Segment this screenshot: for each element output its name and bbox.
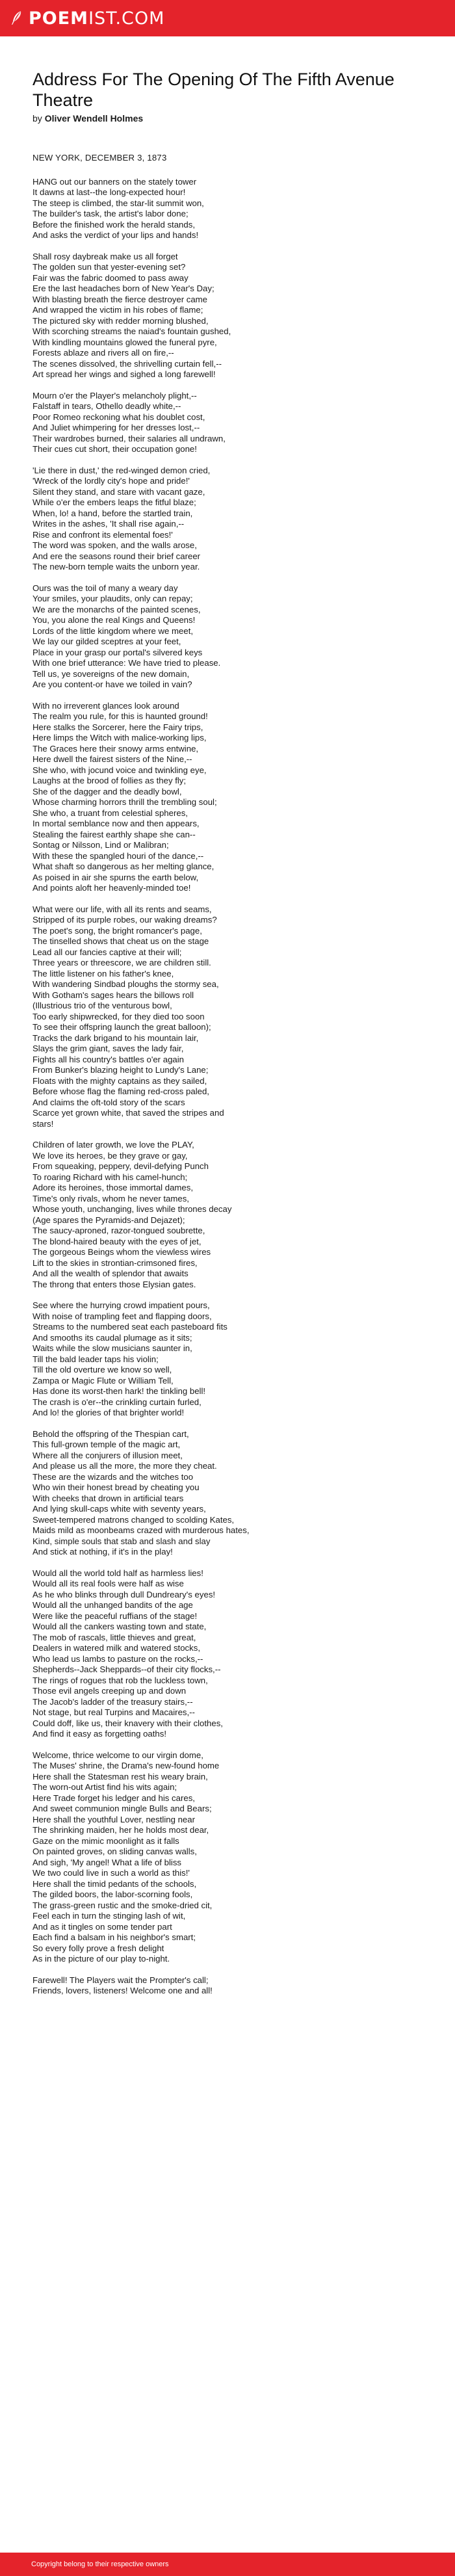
poem-line: We two could live in such a world as this!' bbox=[32, 1868, 190, 1878]
poem-line: With noise of trampling feet and flapping doors, bbox=[32, 1311, 212, 1321]
poem-line: Kind, simple souls that stab and slash and slay bbox=[32, 1536, 211, 1546]
poem-line: Would all the world told half as harmless lies! bbox=[32, 1568, 203, 1578]
poem-line: What were our life, with all its rents and seams, bbox=[32, 904, 212, 914]
poem-line: You, you alone the real Kings and Queens! bbox=[32, 615, 196, 625]
poem-line: The pictured sky with redder morning blushed, bbox=[32, 315, 209, 326]
stanza bbox=[32, 701, 422, 894]
poem-line: Would all the unhanged bandits of the age bbox=[32, 1600, 193, 1610]
poem-line: To roaring Richard with his camel-hunch; bbox=[32, 1172, 188, 1182]
poem-line: With no irreverent glances look around bbox=[32, 700, 179, 711]
poem-line: And claims the oft-told story of the scars bbox=[32, 1097, 185, 1107]
poem-line: stars! bbox=[32, 1118, 54, 1129]
poem-line: Poor Romeo reckoning what his doublet cost, bbox=[32, 412, 205, 422]
poem-line: And asks the verdict of your lips and hands! bbox=[32, 230, 199, 240]
poem-line: The saucy-aproned, razor-tongued soubrette, bbox=[32, 1226, 205, 1235]
site-logo[interactable] bbox=[10, 10, 164, 27]
main-content bbox=[0, 36, 455, 1997]
poem-line: The Muses' shrine, the Drama's new-found home bbox=[32, 1761, 220, 1770]
stanza bbox=[32, 391, 422, 455]
byline-prefix: by bbox=[32, 113, 45, 124]
poem-line: (Illustrious trio of the venturous bowl, bbox=[32, 1001, 172, 1010]
poem-line: And Juliet whimpering for her dresses lost,-- bbox=[32, 423, 200, 432]
site-logo-text bbox=[29, 10, 164, 27]
poem-line: 'Lie there in dust,' the red-winged demon cried, bbox=[32, 465, 211, 475]
poem-line: Floats with the mighty captains as they sailed, bbox=[32, 1075, 207, 1086]
poem-line: Tell us, ye sovereigns of the new domain, bbox=[32, 668, 190, 679]
poem-line: The blond-haired beauty with the eyes of jet, bbox=[32, 1236, 202, 1246]
poem-line: Friends, lovers, listeners! Welcome one and all! bbox=[32, 1986, 213, 1995]
poem-line: Rise and confront its elemental foes!' bbox=[32, 529, 173, 540]
poem-line: HANG out our banners on the stately tower bbox=[32, 176, 197, 187]
poem-line: Ours was the toil of many a weary day bbox=[32, 583, 178, 593]
poem-line: Before the finished work the herald stands, bbox=[32, 219, 195, 230]
poem-line: Were like the peaceful ruffians of the stage! bbox=[32, 1610, 198, 1621]
poem-line: The throng that enters those Elysian gates. bbox=[32, 1279, 196, 1289]
poem-line: Three years or threescore, we are children still. bbox=[32, 958, 211, 967]
stanza bbox=[32, 1140, 422, 1290]
poem-line: Maids mild as moonbeams crazed with murderous hates, bbox=[32, 1525, 250, 1535]
poem-line: Here shall the Statesman rest his weary brain, bbox=[32, 1771, 208, 1781]
poem-line: The grass-green rustic and the smoke-dried cit, bbox=[32, 1900, 213, 1910]
poem-line: Lords of the little kingdom where we meet, bbox=[32, 625, 194, 636]
poem-line: With kindling mountains glowed the funeral pyre, bbox=[32, 337, 217, 347]
site-footer bbox=[0, 2553, 455, 2576]
poem-line: Lead all our fancies captive at their will; bbox=[32, 947, 182, 957]
poem-line: As in the picture of our play to-night. bbox=[32, 1954, 170, 1964]
poem-line: And lying skull-caps white with seventy years, bbox=[32, 1504, 206, 1514]
poem-line: Here Trade forget his ledger and his cares, bbox=[32, 1793, 195, 1803]
poem-dateline: NEW YORK, DECEMBER 3, 1873 bbox=[32, 153, 167, 163]
poem-line: Welcome, thrice welcome to our virgin dome, bbox=[32, 1750, 203, 1760]
poem-line: Till the bald leader taps his violin; bbox=[32, 1354, 159, 1364]
poem-line: Here stalks the Sorcerer, here the Fairy trips, bbox=[32, 722, 203, 732]
poem-line: The rings of rogues that rob the luckless town, bbox=[32, 1675, 208, 1685]
poem-line: From Bunker's blazing height to Lundy's Lane; bbox=[32, 1065, 209, 1075]
poem-line: And sigh, 'My angel! What a life of bliss bbox=[32, 1857, 182, 1867]
poem-line: The Graces here their snowy arms entwine, bbox=[32, 743, 199, 754]
poem-line: Here limps the Witch with malice-working lips, bbox=[32, 733, 207, 743]
poem-line: These are the wizards and the witches too bbox=[32, 1471, 194, 1482]
poem-line: Those evil angels creeping up and down bbox=[32, 1686, 187, 1696]
poem-line: Writes in the ashes, 'It shall rise again,-- bbox=[32, 519, 185, 529]
poem-line: The worn-out Artist find his wits again; bbox=[32, 1782, 177, 1792]
poem-line: And find it easy as forgetting oaths! bbox=[32, 1729, 166, 1739]
poem-line: As poised in air she spurns the earth below, bbox=[32, 872, 199, 882]
poem-line: Here dwell the fairest sisters of the Nine,-- bbox=[32, 754, 192, 764]
stanza bbox=[32, 1568, 422, 1740]
poem-line: And smooths its caudal plumage as it sits; bbox=[32, 1332, 192, 1343]
poem-line: From squeaking, peppery, devil-defying Punch bbox=[32, 1161, 209, 1171]
logo-text-light: IST.COM bbox=[88, 8, 165, 29]
poem-line: Farewell! The Players wait the Prompter's call; bbox=[32, 1975, 209, 1985]
poem-line: And lo! the glories of that brighter world! bbox=[32, 1408, 185, 1417]
poem-line: Not stage, but real Turpins and Macaires,-- bbox=[32, 1707, 195, 1717]
poem-line: Could doff, like us, their knavery with their clothes, bbox=[32, 1718, 223, 1728]
poem-line: Tracks the dark brigand to his mountain lair, bbox=[32, 1032, 199, 1043]
stanza bbox=[32, 583, 422, 690]
poem-line: And points aloft her heavenly-minded toe! bbox=[32, 883, 191, 893]
stanza bbox=[32, 252, 422, 380]
poem-line: Sweet-tempered matrons changed to scolding Kates, bbox=[32, 1514, 235, 1525]
poem-line: And wrapped the victim in his robes of flame; bbox=[32, 305, 203, 315]
poem-line: With Gotham's sages hears the billows roll bbox=[32, 990, 194, 1000]
poem-line: Their cues cut short, their occupation gone! bbox=[32, 444, 197, 454]
poem-line: The steep is climbed, the star-lit summit won, bbox=[32, 198, 204, 208]
stanza bbox=[32, 466, 422, 573]
stanza bbox=[32, 1975, 422, 1997]
poem-line: Ere the last headaches born of New Year's Day; bbox=[32, 283, 214, 293]
poem-line: And stick at nothing, if it's in the play! bbox=[32, 1547, 173, 1557]
stanza bbox=[32, 177, 422, 241]
poem-line: So every folly prove a fresh delight bbox=[32, 1943, 164, 1953]
poem-line: (Age spares the Pyramids-and Dejazet); bbox=[32, 1215, 185, 1225]
poem-line: Falstaff in tears, Othello deadly white,-- bbox=[32, 401, 181, 411]
poem-line: Dealers in watered milk and watered stocks, bbox=[32, 1643, 200, 1653]
poem-line: In mortal semblance now and then appears, bbox=[32, 819, 200, 828]
poem-line: Till the old overture we know so well, bbox=[32, 1365, 172, 1374]
poem-line: Before whose flag the flaming red-cross paled, bbox=[32, 1086, 209, 1096]
poem-line: The poet's song, the bright romancer's page, bbox=[32, 925, 202, 936]
poem-line: Whose charming horrors thrill the trembling soul; bbox=[32, 797, 217, 807]
stanza bbox=[32, 904, 422, 1130]
poem-line: Each find a balsam in his neighbor's smart; bbox=[32, 1932, 196, 1942]
poem-line: Where all the conjurers of illusion meet, bbox=[32, 1450, 183, 1460]
poem-line: And ere the seasons round their brief career bbox=[32, 551, 201, 561]
poem-line: Would all the cankers wasting town and state, bbox=[32, 1622, 207, 1631]
poem-line: Silent they stand, and stare with vacant gaze, bbox=[32, 486, 205, 497]
logo-text-bold: POEM bbox=[29, 8, 89, 29]
poem-line: It dawns at last--the long-expected hour! bbox=[32, 187, 186, 197]
poem-line: What shaft so dangerous as her melting glance, bbox=[32, 861, 214, 871]
poem-line: Art spread her wings and sighed a long farewell! bbox=[32, 369, 216, 379]
poem-line: We love its heroes, be they grave or gay, bbox=[32, 1150, 188, 1161]
poem-line: And all the wealth of splendor that awaits bbox=[32, 1268, 188, 1278]
poem-line: With scorching streams the naiad's fountain gushed, bbox=[32, 326, 231, 336]
stanza-list bbox=[32, 177, 422, 1997]
poem-line: Who lead us lambs to pasture on the rocks,-- bbox=[32, 1653, 203, 1664]
stanza bbox=[32, 1429, 422, 1558]
poem-line: The little listener on his father's knee, bbox=[32, 968, 174, 979]
copyright-text: Copyright belong to their respective owners bbox=[31, 2560, 169, 2568]
poem-line: Your smiles, your plaudits, only can repay; bbox=[32, 594, 193, 603]
poem-line: Slays the grim giant, saves the lady fair, bbox=[32, 1044, 184, 1053]
poem-line: Shall rosy daybreak make us all forget bbox=[32, 251, 178, 261]
poem-line: Scarce yet grown white, that saved the stripes and bbox=[32, 1108, 224, 1118]
poem-line: With one brief utterance: We have tried to please. bbox=[32, 658, 221, 668]
poem-line: Stealing the fairest earthly shape she can-- bbox=[32, 829, 196, 839]
byline bbox=[32, 112, 422, 124]
poem-line: Children of later growth, we love the PLAY, bbox=[32, 1140, 194, 1150]
poem-line: She of the dagger and the deadly bowl, bbox=[32, 786, 182, 796]
poem-line: Place in your grasp our portal's silvered keys bbox=[32, 647, 203, 657]
poem-line: The gorgeous Beings whom the viewless wires bbox=[32, 1247, 211, 1257]
poem-line: The mob of rascals, little thieves and great, bbox=[32, 1632, 196, 1642]
author-name[interactable]: Oliver Wendell Holmes bbox=[44, 113, 144, 124]
poem-line: With cheeks that drown in artificial tears bbox=[32, 1493, 184, 1503]
poem-line: Waits while the slow musicians saunter in, bbox=[32, 1343, 192, 1353]
poem-line: As he who blinks through dull Dundreary's eyes! bbox=[32, 1589, 216, 1599]
poem-line: Time's only rivals, whom he never tames, bbox=[32, 1193, 189, 1203]
poem-line: With blasting breath the fierce destroyer came bbox=[32, 294, 208, 304]
poem-line: The scenes dissolved, the shrivelling curtain fell,-- bbox=[32, 358, 222, 369]
poem-line: Whose youth, unchanging, lives while thrones decay bbox=[32, 1204, 232, 1214]
poem-line: Are you content-or have we toiled in vain? bbox=[32, 679, 192, 689]
poem-line: Shepherds--Jack Sheppards--of their city flocks,-- bbox=[32, 1664, 221, 1674]
poem-line: Stripped of its purple robes, our waking dreams? bbox=[32, 915, 217, 925]
poem-line: Here shall the youthful Lover, nestling near bbox=[32, 1814, 195, 1824]
poem-line: Would all its real fools were half as wise bbox=[32, 1579, 184, 1588]
stanza bbox=[32, 1300, 422, 1419]
poem-line: On painted groves, on sliding canvas walls, bbox=[32, 1847, 197, 1856]
poem-line: Laughs at the brood of follies as they fly; bbox=[32, 776, 187, 785]
poem-line: We are the monarchs of the painted scenes, bbox=[32, 604, 201, 614]
poem-line: Fair was the fabric doomed to pass away bbox=[32, 272, 188, 283]
poem-line: Adore its heroines, those immortal dames, bbox=[32, 1183, 194, 1192]
poem-line: Mourn o'er the Player's melancholy plight,-- bbox=[32, 390, 197, 401]
poem-line: The tinselled shows that cheat us on the stage bbox=[32, 936, 209, 946]
site-header bbox=[0, 0, 455, 36]
poem-line: The shrinking maiden, her he holds most dear, bbox=[32, 1825, 209, 1835]
poem-line: Feel each in turn the stinging lash of wit, bbox=[32, 1911, 186, 1921]
poem-line: The word was spoken, and the walls arose, bbox=[32, 540, 197, 550]
poem-line: She who, a truant from celestial spheres, bbox=[32, 808, 188, 818]
poem-line: Forests ablaze and rivers all on fire,-- bbox=[32, 348, 174, 358]
poem-line: Too early shipwrecked, for they died too soon bbox=[32, 1011, 205, 1021]
stanza bbox=[32, 1750, 422, 1965]
quill-pen-icon bbox=[10, 10, 23, 26]
poem-line: Sontag or Nilsson, Lind or Malibran; bbox=[32, 840, 169, 850]
poem-line: The new-born temple waits the unborn year. bbox=[32, 562, 200, 572]
poem-line: The crash is o'er--the crinkling curtain furled, bbox=[32, 1397, 202, 1407]
poem-line: Has done its worst-then hark! the tinkling bell! bbox=[32, 1386, 206, 1396]
poem-line: The golden sun that yester-evening set? bbox=[32, 262, 186, 272]
poem-line: The gilded boors, the labor-scorning fools, bbox=[32, 1889, 193, 1899]
poem-line: When, lo! a hand, before the startled train, bbox=[32, 508, 193, 518]
poem-line: 'Wreck of the lordly city's hope and pride!' bbox=[32, 476, 190, 486]
poem-line: Gaze on the mimic moonlight as it falls bbox=[32, 1835, 179, 1846]
poem-line: With wandering Sindbad ploughs the stormy sea, bbox=[32, 979, 219, 989]
poem-line: The realm you rule, for this is haunted ground! bbox=[32, 711, 208, 721]
poem-line: With these the spangled houri of the dance,-- bbox=[32, 850, 204, 861]
poem-line: Streams to the numbered seat each pasteboard fits bbox=[32, 1322, 228, 1332]
poem-body bbox=[32, 153, 422, 1997]
poem-line: To see their offspring launch the great balloon); bbox=[32, 1022, 211, 1032]
poem-line: Who win their honest bread by cheating you bbox=[32, 1482, 200, 1492]
poem-line: Here shall the timid pedants of the schools, bbox=[32, 1878, 197, 1889]
poem-line: And sweet communion mingle Bulls and Bears; bbox=[32, 1804, 212, 1813]
poem-line: And as it tingles on some tender part bbox=[32, 1921, 172, 1932]
poem-line: The Jacob's ladder of the treasury stairs,-- bbox=[32, 1696, 193, 1707]
poem-line: And please us all the more, the more they cheat. bbox=[32, 1461, 217, 1471]
poem-line: Lift to the skies in strontian-crimsoned fires, bbox=[32, 1257, 198, 1268]
poem-title: Address For The Opening Of The Fifth Avenue Theatre bbox=[32, 70, 395, 110]
poem-line: Behold the offspring of the Thespian cart, bbox=[32, 1428, 189, 1439]
poem-line: This full-grown temple of the magic art, bbox=[32, 1439, 181, 1449]
poem-line: Their wardrobes burned, their salaries all undrawn, bbox=[32, 433, 226, 443]
poem-line: We lay our gilded sceptres at your feet, bbox=[32, 637, 181, 646]
poem-line: While o'er the embers leaps the fitful blaze; bbox=[32, 497, 196, 507]
poem-line: See where the hurrying crowd impatient pours, bbox=[32, 1300, 210, 1310]
poem-line: Zampa or Magic Flute or William Tell, bbox=[32, 1375, 174, 1386]
poem-line: The builder's task, the artist's labor done; bbox=[32, 209, 188, 218]
poem-line: Fights all his country's battles o'er again bbox=[32, 1054, 185, 1064]
poem-line: She who, with jocund voice and twinkling eye, bbox=[32, 765, 207, 775]
